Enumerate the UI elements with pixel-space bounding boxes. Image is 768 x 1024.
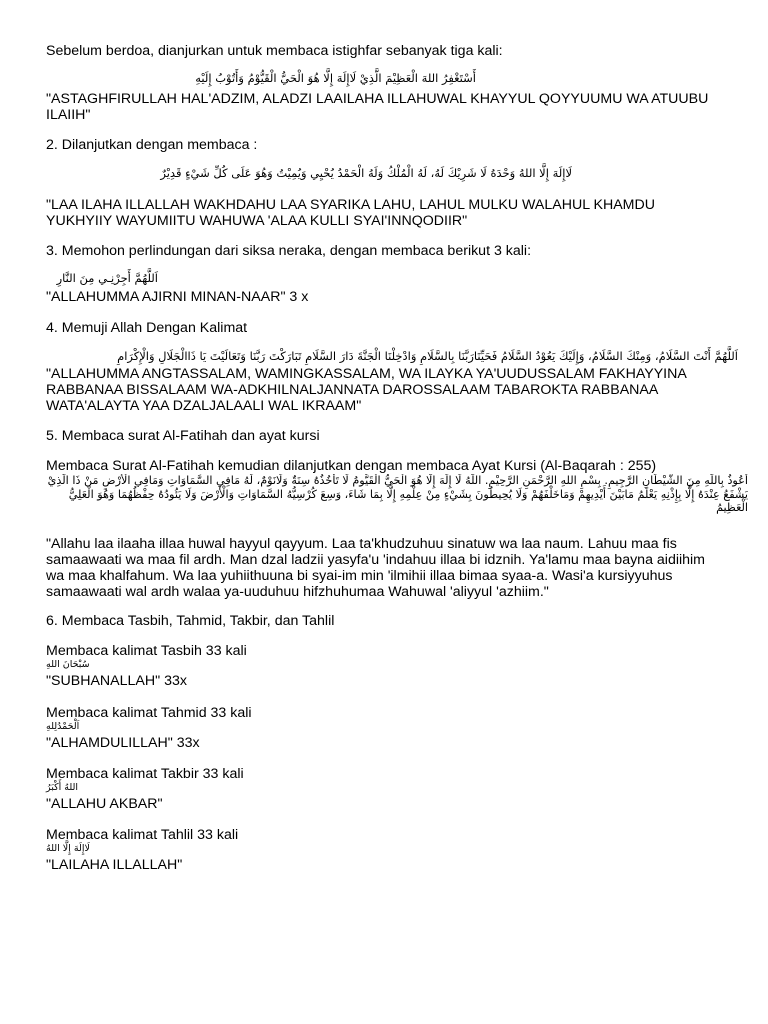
section4-latin-line1: "ALLAHUMMA ANGTASSALAM, WAMINGKASSALAM, WA ILAYKA YA'UUDUSSALAM FAKHAYYINA (46, 366, 687, 382)
ayat-kursi-arabic: أَعُوذُ بِاللَّهِ مِنَ الشَّيْطَانِ الرَّجِيمِ. بِسْمِ اللهِ الرَّحْمَنِ الرَّحِيْمِ. اللَّهُ لَا إِلَهَ إِلَّا هُوَ الْحَيُّ الْقَيُّومُ لَا تَأْخُذُهُ سِنَةٌ وَلَانَوْمٌ، لَهُ مَافِي السَّمَاوَاتِ وَمَافِي الْأَرْضِ مَنْ ذَا الَّذِيْ يَشْفَعُ عِنْدَهُ إِلَّا بِإِذْنِهِ يَعْلَمُ مَابَيْنَ أَيْدِيهِمْ وَمَاخَلْفَهُمْ وَلَا يُحِيطُونَ بِشَيْءٍ مِنْ عِلْمِهِ إِلَّا بِمَا شَاءَ، وَسِعَ كُرْسِيُّهُ السَّمَاوَاتِ وَالْأَرْضَ وَلَا يَئُودُهُ حِفْظُهُمَا وَهُوَ الْعَلِيُّ الْعَظِيمُ (47, 474, 748, 514)
section2-heading: 2. Dilanjutkan dengan membaca : (46, 137, 258, 153)
section4-arabic: اَللَّهُمَّ أَنْتَ السَّلَامُ، وَمِنْكَ السَّلَامُ، وَإِلَيْكَ يَعُوْدُ السَّلَامُ فَحَيِّنَارَبَّنَا بِالسَّلَامِ وَادْخِلْنَا الْجَنَّةَ دَارَ السَّلَامِ تَبَارَكْتَ رَبَّنَا وَتَعَالَيْتَ يَا ذَاالْجَلَالِ وَالْإِكْرَامِ (117, 349, 738, 363)
tasbih-latin: "SUBHANALLAH" 33x (46, 673, 187, 689)
section5-heading: 5. Membaca surat Al-Fatihah dan ayat kursi (46, 428, 320, 444)
section6-heading: 6. Membaca Tasbih, Tahmid, Takbir, dan Tahlil (46, 613, 335, 629)
section3-heading: 3. Memohon perlindungan dari siksa neraka, dengan membaca berikut 3 kali: (46, 243, 532, 259)
section5-intro: Membaca Surat Al-Fatihah kemudian dilanjutkan dengan membaca Ayat Kursi (Al-Baqarah : 255) (46, 458, 657, 474)
tahlil-latin: "LAILAHA ILLALLAH" (46, 857, 183, 873)
section2-arabic: لَاإِلَهَ إِلَّا اللهُ وَحْدَهُ لَا شَرِيْكَ لَهُ، لَهُ الْمُلْكُ وَلَهُ الْحَمْدُ يُحْيِي وَيُمِيْتُ وَهُوَ عَلَى كُلِّ شَيْءٍ قَدِيْرٌ (160, 166, 572, 180)
tahmid-intro: Membaca kalimat Tahmid 33 kali (46, 705, 252, 721)
ayat-kursi-latin-line2: samaawaati wa maa fil ardh. Man dzal ladzii yasyfa'u 'indahuu illaa bi idznih. Ya'lamu maa bayna aidiihim (46, 552, 705, 568)
tahmid-arabic: اَلْحَمْدُلِلهِ (46, 721, 80, 732)
section2-latin-line2: YUKHYIIY WAYUMIITU WAHUWA 'ALAA KULLI SYAI'INNQODIIR" (46, 213, 468, 229)
takbir-arabic: اللهُ أَكْبَرُ (46, 782, 79, 793)
ayat-kursi-latin-line4: samaawaati wal ardh walaa ya-uuduhuu hifzhuhumaa Wahuwal 'aliyyul 'azhiim." (46, 584, 549, 600)
section4-latin-line2: RABBANAA BISSALAAM WA-ADKHILNALJANNATA DAROSSALAAM TABAROKTA RABBANAA (46, 382, 659, 398)
takbir-latin: "ALLAHU AKBAR" (46, 796, 163, 812)
istighfar-arabic: أَسْتَغْفِرُ اللهَ الْعَظِيْمَ الَّذِيْ لَاإِلَهَ إِلَّا هُوَ الْحَيُّ الْقَيُّوْمُ وَأَتُوْبُ إِلَيْهِ (195, 71, 476, 85)
istighfar-latin-line1: "ASTAGHFIRULLAH HAL'ADZIM, ALADZI LAAILAHA ILLAHUWAL KHAYYUL QOYYUUMU WA ATUUBU (46, 91, 709, 107)
section2-latin-line1: "LAA ILAHA ILLALLAH WAKHDAHU LAA SYARIKA LAHU, LAHUL MULKU WALAHUL KHAMDU (46, 197, 655, 213)
section4-heading: 4. Memuji Allah Dengan Kalimat (46, 320, 248, 336)
tahlil-intro: Membaca kalimat Tahlil 33 kali (46, 827, 239, 843)
tasbih-intro: Membaca kalimat Tasbih 33 kali (46, 643, 247, 659)
tasbih-arabic: سُبْحَانَ اللهِ (46, 659, 90, 670)
istighfar-latin-line2: ILAIIH" (46, 107, 91, 123)
section3-arabic: اَللَّهُمَّ أَجِرْنِـي مِنَ النَّارِ (56, 271, 158, 285)
intro-text: Sebelum berdoa, dianjurkan untuk membaca istighfar sebanyak tiga kali: (46, 43, 503, 59)
ayat-kursi-latin-line1: "Allahu laa ilaaha illaa huwal hayyul qayyum. Laa ta'khudzuhuu sinatuw wa laa naum. Lahuu maa fis (46, 536, 677, 552)
ayat-kursi-latin-line3: wa maa khalfahum. Wa laa yuhiithuuna bi syai-im min 'ilmihii illaa bimaa syaa-a. Wasi'a kursiyyuhus (46, 568, 673, 584)
tahmid-latin: "ALHAMDULILLAH" 33x (46, 735, 200, 751)
section4-latin-line3: WATA'ALAYTA YAA DZALJALAALI WAL IKRAAM" (46, 398, 362, 414)
section3-latin: "ALLAHUMMA AJIRNI MINAN-NAAR" 3 x (46, 289, 309, 305)
tahlil-arabic: لَاإِلَهَ إِلَّا اللهُ (46, 843, 90, 854)
takbir-intro: Membaca kalimat Takbir 33 kali (46, 766, 244, 782)
